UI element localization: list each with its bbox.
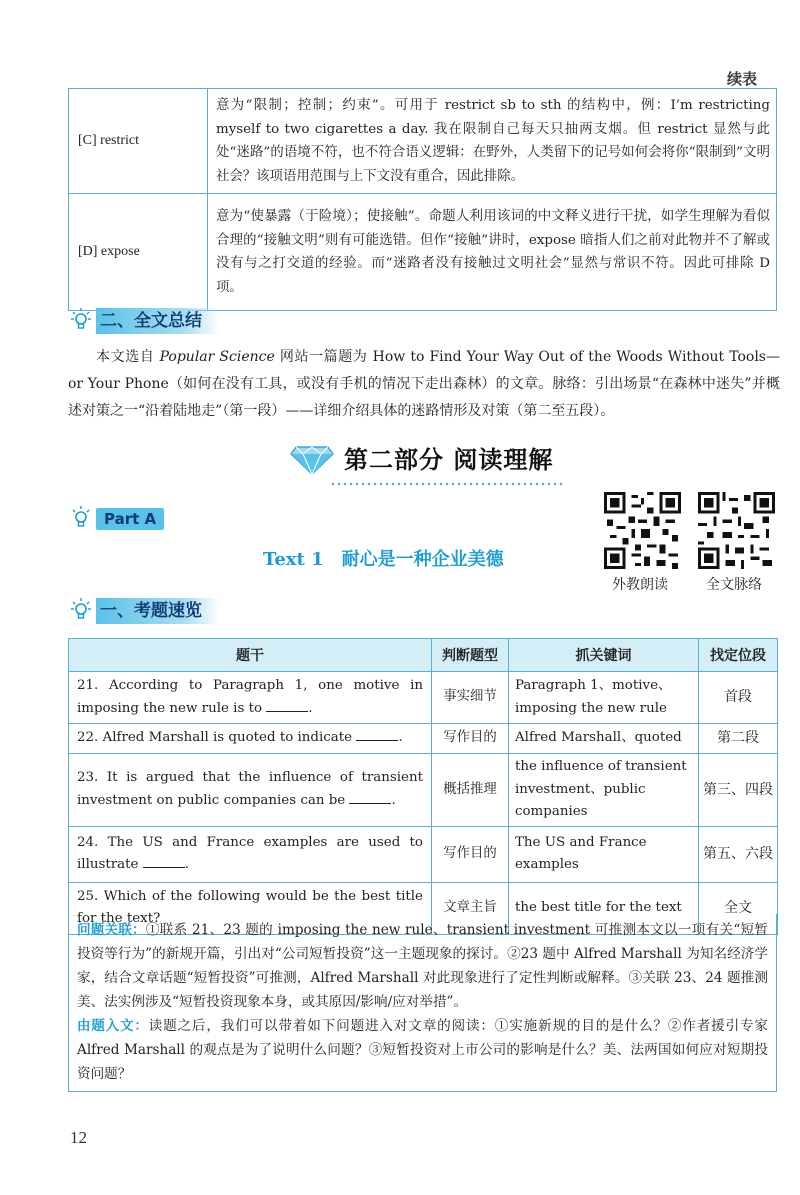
question-text: 25. Which of the following would be the best title for the text? [77,888,423,926]
question-type: 写作目的 [432,826,509,882]
table-row [69,754,778,827]
lightbulb-icon [70,597,92,625]
note-text: 读题之后，我们可以带着如下问题进入对文章的阅读：①实施新规的目的是什么？②作者援引专家 Alfred Marshall 的观点是为了说明什么问题？③短暂投资对上市公司的影响是什么？美、法两国如何应对短期投资问题？ [77,1018,769,1082]
keywords: the best title for the text [509,882,699,934]
text-title [263,545,504,571]
question-stem [69,672,432,724]
column-header: 找定位段 [699,639,778,672]
option-analysis-table [68,88,777,311]
location: 首段 [699,672,778,724]
location: 第二段 [699,724,778,754]
table-header-row [69,639,778,672]
location: 第五、六段 [699,826,778,882]
note-text: ①联系 21、23 题的 imposing the new rule、transient investment 可推测本文以一项有关“短暂投资等行为”的新规开篇，引出对“公司短暂投资”这一主题现象的探讨。②23 题中 Alfred Marshall 为知名经济学家，结合文章话题“短暂投资”可推测，Alfred Marshall 对此现象进行了定性判断或解释。③关联 23、24 题推测美、法实例涉及“短暂投资现象本身，或其原因/影响/应对举措”。 [77,922,768,1010]
table-row [69,724,778,754]
answer-blank [349,791,391,804]
option-explanation: 意为“使暴露（于险境）；使接触”。命题人利用该词的中文释义进行干扰，如学生理解为看似合理的“接触文明”则有可能选错。但作“接触”讲时，expose 暗指人们之前对此物并不了解或没有与之打交道的经验。而“迷路者没有接触过文明社会”显然与常识不符。因此可排除 D 项。 [208,194,777,311]
part-title [290,440,553,475]
question-text: 22. Alfred Marshall is quoted to indicate [77,730,353,746]
keywords: The US and France examples [509,826,699,882]
location: 第三、四段 [699,754,778,827]
question-text: . [398,730,403,746]
question-text: . [184,857,189,872]
qr-label-outline: 全文脉络 [706,577,762,593]
analysis-notes [68,914,777,1092]
continued-label: 续表 [727,70,758,88]
column-header: 题干 [69,639,432,672]
column-header: 抓关键词 [509,639,699,672]
part-a-label: Part A [96,508,164,530]
keywords: the influence of transient investment、public companies [509,754,699,827]
reading-intro-note [77,1014,768,1086]
question-stem [69,826,432,882]
qr-label-reading: 外教朗读 [612,577,668,593]
column-header: 判断题型 [432,639,509,672]
table-row [69,194,777,311]
keywords: Alfred Marshall、quoted [509,724,699,754]
answer-blank [143,855,185,868]
table-row [69,826,778,882]
question-text: 24. The US and France examples are used to illustrate [77,834,423,872]
section-title: 一、考题速览 [96,598,220,624]
summary-text: 本文选自 [96,349,160,365]
overview-heading [70,596,220,626]
qr-code-icon[interactable] [604,492,681,569]
summary-paragraph [68,344,780,425]
part-title-text: 第二部分 阅读理解 [344,446,554,474]
lightbulb-icon [70,505,92,533]
location: 全文 [699,882,778,934]
question-stem [69,724,432,754]
lightbulb-icon [70,307,92,335]
question-overview-table [68,638,778,935]
note-label: 问题关联： [77,922,146,938]
option-label: [C] restrict [69,89,208,194]
answer-blank [266,699,308,712]
answer-blank [356,728,398,741]
table-row [69,672,778,724]
question-text: . [391,792,396,808]
question-text: 23. It is argued that the influence of transient investment on public companies can be [77,770,423,808]
dotted-divider [330,481,564,487]
question-type: 文章主旨 [432,882,509,934]
question-stem [69,754,432,827]
diamond-icon [290,441,334,475]
source-name: Popular Science [159,349,275,365]
question-link-note [77,918,768,1014]
summary-text: 网站一篇题为 How to Find Your Way Out of the Woods Without Tools—or Your Phone（如何在没有工具，或没有手机的情况下走出森林）的文章。脉络：引出场景“在森林中迷失”并概述对策之一“沿着陆地走”（第一段）——详细介绍具体的迷路情形及对策（第二至五段）。 [68,349,780,419]
question-type: 概括推理 [432,754,509,827]
question-text: . [308,700,313,716]
section-title: 二、全文总结 [96,308,220,334]
note-label: 由题入文： [77,1018,149,1034]
keywords: Paragraph 1、motive、imposing the new rule [509,672,699,724]
part-a-heading [70,505,164,533]
table-row [69,89,777,194]
text-title-cn: 耐心是一种企业美德 [341,549,504,570]
question-type: 写作目的 [432,724,509,754]
question-text: 21. According to Paragraph 1, one motive in imposing the new rule is to [77,678,423,716]
option-explanation: 意为“限制；控制；约束”。可用于 restrict sb to sth 的结构中，例：I’m restricting myself to two cigarettes a day. 我在限制自己每天只抽两支烟。但 restrict 显然与此处“迷路”的语境不符，也不符合语义逻辑：在野外，人类留下的记号如何会将你“限制到”文明社会？该项语用范围与上下文没有重合，因此排除。 [208,89,777,194]
question-type: 事实细节 [432,672,509,724]
option-label: [D] expose [69,194,208,311]
text-number: Text 1 [263,549,324,570]
summary-heading [70,306,220,336]
page-number: 12 [70,1128,87,1147]
qr-code-icon[interactable] [698,492,775,569]
